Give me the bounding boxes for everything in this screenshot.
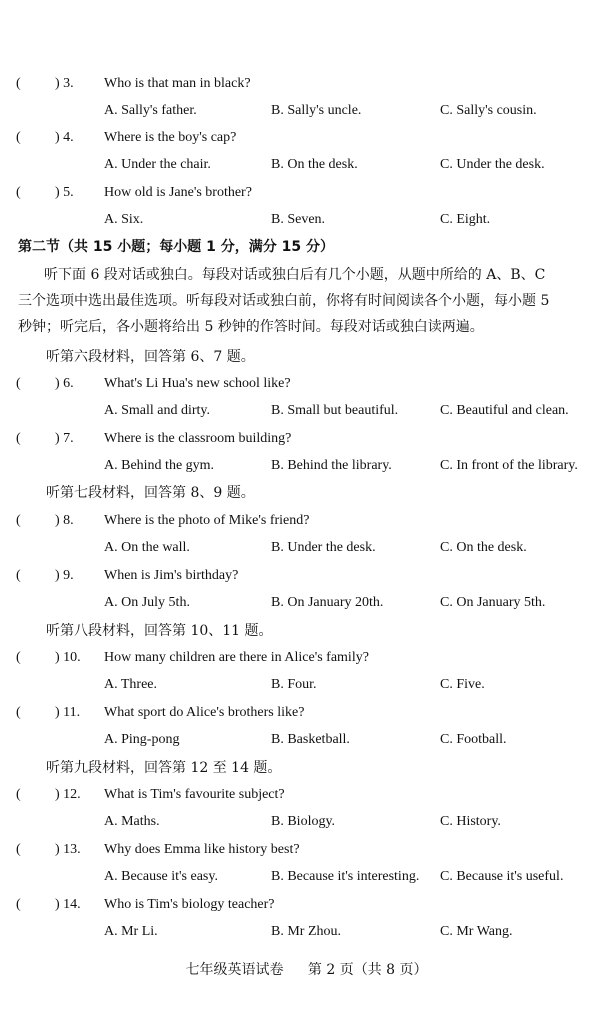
question-text: Where is the photo of Mike's friend? <box>104 513 310 528</box>
options-8 <box>0 536 613 560</box>
option-b: B. Sally's uncle. <box>271 103 362 118</box>
options-5 <box>0 208 613 232</box>
option-b: B. Behind the library. <box>271 458 392 473</box>
question-number: ) 8. <box>55 513 74 528</box>
option-a: A. Sally's father. <box>104 103 197 118</box>
instruction-line: 三个选项中选出最佳选项。听每段对话或独白前，你将有时间阅读各个小题，每小题 5 <box>18 293 550 309</box>
material-instruction: 听第八段材料，回答第 10、11 题。 <box>46 623 273 639</box>
options-6 <box>0 399 613 423</box>
question-7 <box>0 427 613 451</box>
option-c: C. On the desk. <box>440 540 527 555</box>
options-9 <box>0 591 613 615</box>
answer-paren-open: ( <box>16 897 21 912</box>
answer-paren-open: ( <box>16 705 21 720</box>
option-c: C. History. <box>440 814 501 829</box>
option-b: B. Biology. <box>271 814 336 829</box>
question-number: ) 7. <box>55 431 74 446</box>
question-text: Where is the boy's cap? <box>104 130 237 145</box>
page-footer <box>0 958 613 982</box>
answer-paren-open: ( <box>16 842 21 857</box>
option-b: B. Mr Zhou. <box>271 924 341 939</box>
section-heading: 第二节（共 15 小题；每小题 1 分，满分 15 分） <box>18 239 334 255</box>
option-c: C. Eight. <box>440 212 491 227</box>
option-a: A. Under the chair. <box>104 157 211 172</box>
question-text: When is Jim's birthday? <box>104 568 239 583</box>
option-c: C. Under the desk. <box>440 157 545 172</box>
option-b: B. Four. <box>271 677 317 692</box>
options-7 <box>0 454 613 478</box>
option-b: B. Under the desk. <box>271 540 376 555</box>
option-b: B. Because it's interesting. <box>271 869 420 884</box>
answer-paren-open: ( <box>16 130 21 145</box>
option-c: C. Mr Wang. <box>440 924 513 939</box>
question-text: How old is Jane's brother? <box>104 185 252 200</box>
option-b: B. On January 20th. <box>271 595 384 610</box>
question-11 <box>0 701 613 725</box>
material-instruction: 听第九段材料，回答第 12 至 14 题。 <box>46 760 282 776</box>
question-6 <box>0 372 613 396</box>
material-instruction: 听第六段材料，回答第 6、7 题。 <box>46 349 255 365</box>
question-8 <box>0 509 613 533</box>
option-a: A. Six. <box>104 212 144 227</box>
question-number: ) 13. <box>55 842 81 857</box>
exam-title: 七年级英语试卷 <box>185 962 284 978</box>
option-a: A. Because it's easy. <box>104 869 218 884</box>
options-3 <box>0 99 613 123</box>
instruction-line: 听下面 6 段对话或独白。每段对话或独白后有几个小题，从题中所给的 A、B、C <box>44 267 546 283</box>
option-c: C. Beautiful and clean. <box>440 403 569 418</box>
question-4 <box>0 126 613 150</box>
question-12 <box>0 783 613 807</box>
option-c: C. Because it's useful. <box>440 869 564 884</box>
answer-paren-open: ( <box>16 650 21 665</box>
option-a: A. Small and dirty. <box>104 403 211 418</box>
options-12 <box>0 810 613 834</box>
options-11 <box>0 728 613 752</box>
question-number: ) 11. <box>55 705 81 720</box>
section-instructions <box>18 262 598 340</box>
question-text: Who is that man in black? <box>104 76 251 91</box>
question-text: Where is the classroom building? <box>104 431 292 446</box>
option-c: C. In front of the library. <box>440 458 578 473</box>
answer-paren-open: ( <box>16 568 21 583</box>
question-number: ) 4. <box>55 130 74 145</box>
question-number: ) 14. <box>55 897 81 912</box>
options-10 <box>0 673 613 697</box>
option-c: C. On January 5th. <box>440 595 546 610</box>
option-c: C. Five. <box>440 677 485 692</box>
option-a: A. Mr Li. <box>104 924 158 939</box>
question-text: Who is Tim's biology teacher? <box>104 897 275 912</box>
question-14 <box>0 893 613 917</box>
question-10 <box>0 646 613 670</box>
question-number: ) 10. <box>55 650 81 665</box>
option-b: B. On the desk. <box>271 157 358 172</box>
question-number: ) 9. <box>55 568 74 583</box>
question-text: What is Tim's favourite subject? <box>104 787 285 802</box>
option-c: C. Football. <box>440 732 507 747</box>
instruction-line: 秒钟；听完后，各小题将给出 5 秒钟的作答时间。每段对话或独白读两遍。 <box>18 319 484 335</box>
options-13 <box>0 865 613 889</box>
answer-paren-open: ( <box>16 376 21 391</box>
option-b: B. Seven. <box>271 212 326 227</box>
question-3 <box>0 72 613 96</box>
option-a: A. Behind the gym. <box>104 458 215 473</box>
answer-paren-open: ( <box>16 76 21 91</box>
question-5 <box>0 181 613 205</box>
question-text: What sport do Alice's brothers like? <box>104 705 305 720</box>
option-b: B. Small but beautiful. <box>271 403 399 418</box>
answer-paren-open: ( <box>16 787 21 802</box>
option-a: A. On the wall. <box>104 540 190 555</box>
material-instruction: 听第七段材料，回答第 8、9 题。 <box>46 485 255 501</box>
answer-paren-open: ( <box>16 431 21 446</box>
answer-paren-open: ( <box>16 185 21 200</box>
options-14 <box>0 920 613 944</box>
page-number: 第 2 页（共 8 页） <box>307 962 428 978</box>
question-text: Why does Emma like history best? <box>104 842 300 857</box>
question-13 <box>0 838 613 862</box>
option-c: C. Sally's cousin. <box>440 103 537 118</box>
option-a: A. Ping-pong <box>104 732 180 747</box>
question-number: ) 3. <box>55 76 74 91</box>
option-a: A. Maths. <box>104 814 160 829</box>
answer-paren-open: ( <box>16 513 21 528</box>
option-b: B. Basketball. <box>271 732 350 747</box>
question-number: ) 5. <box>55 185 74 200</box>
question-text: How many children are there in Alice's family? <box>104 650 369 665</box>
question-number: ) 12. <box>55 787 81 802</box>
question-text: What's Li Hua's new school like? <box>104 376 291 391</box>
options-4 <box>0 153 613 177</box>
option-a: A. Three. <box>104 677 157 692</box>
question-number: ) 6. <box>55 376 74 391</box>
option-a: A. On July 5th. <box>104 595 190 610</box>
question-9 <box>0 564 613 588</box>
